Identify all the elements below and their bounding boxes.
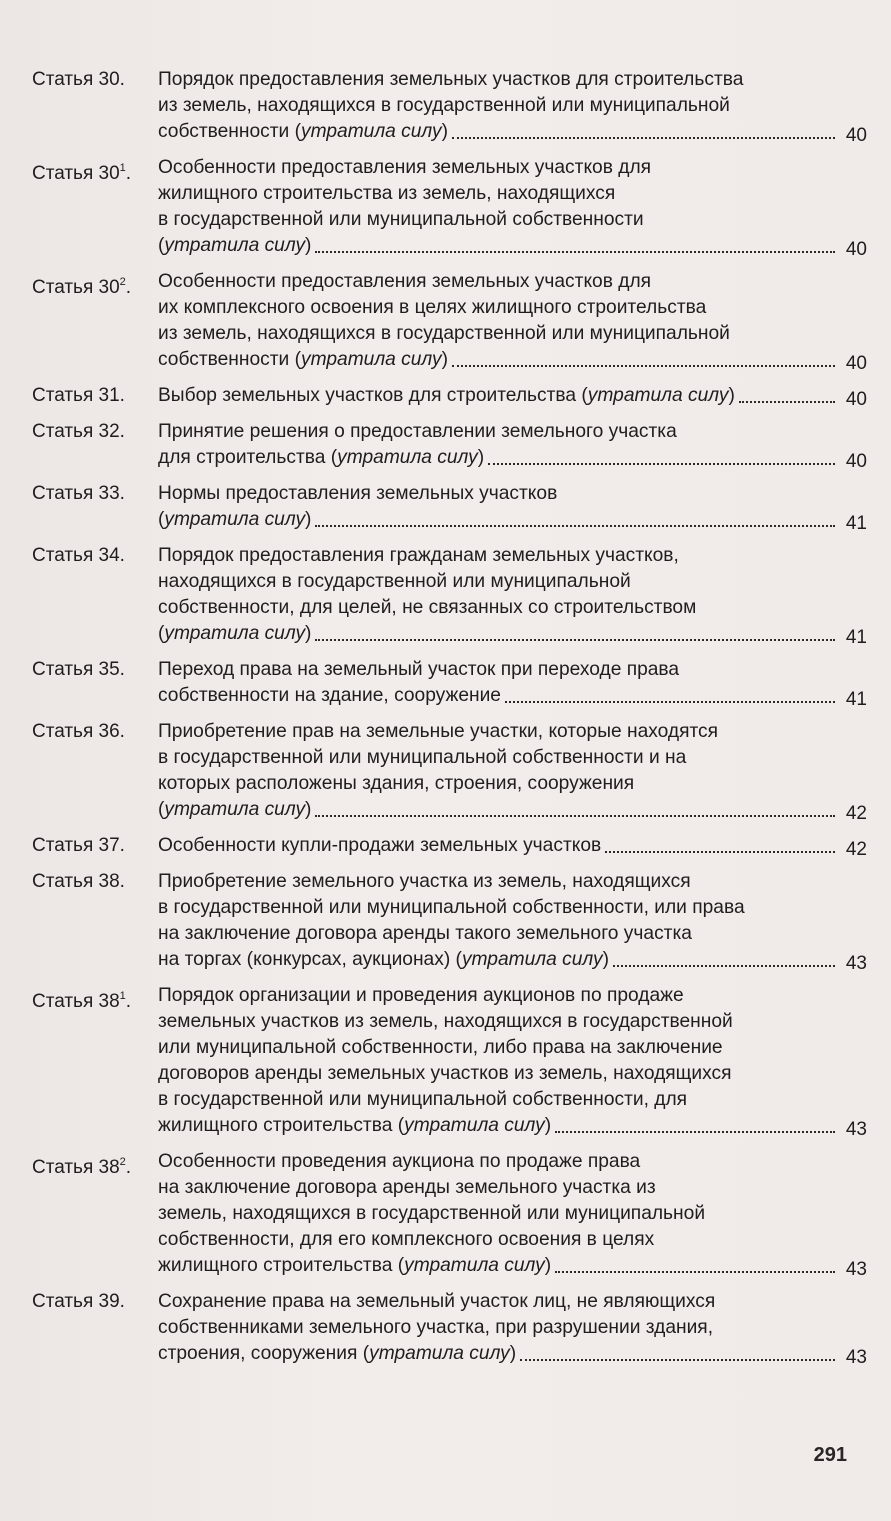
title-line: Особенности предоставления земельных участков для: [158, 271, 652, 292]
article-title: Особенности предоставления земельных участков для жилищного строительства из земель, находящихся в государственной или муниципальной собственности (утратила силу): [158, 155, 841, 259]
page-ref: 41: [845, 627, 867, 648]
title-line: на заключение договора аренды такого земельного участка: [158, 923, 692, 944]
dot-leader: [315, 250, 835, 253]
title-line: в государственной или муниципальной собственности, или права: [158, 897, 745, 918]
article-label: Статья 30.: [32, 69, 125, 90]
page-number: 291: [813, 1444, 847, 1466]
title-line: Приобретение прав на земельные участки, которые находятся: [158, 721, 719, 742]
title-line: Особенности проведения аукциона по продаже права: [158, 1151, 641, 1172]
repealed-note: утратила силу: [461, 949, 603, 970]
toc-entry: [22, 269, 867, 377]
dot-leader: [739, 400, 835, 403]
page-ref: 40: [845, 451, 867, 472]
repealed-note: утратила силу: [164, 623, 306, 644]
dot-leader: [452, 364, 835, 367]
article-title: Переход права на земельный участок при переходе права собственности на здание, сооружение: [158, 657, 841, 709]
page-ref: 40: [845, 353, 867, 374]
repealed-note: утратила силу: [300, 349, 442, 370]
page-ref: 40: [845, 239, 867, 260]
dot-leader: [505, 700, 835, 703]
article-title: Сохранение права на земельный участок лиц, не являющихся собственниками земельного участка, при разрушении здания, строения, сооружения (утратила силу): [158, 1289, 841, 1367]
title-line: Порядок организации и проведения аукционов по продаже: [158, 985, 684, 1006]
title-line: которых расположены здания, строения, сооружения: [158, 773, 635, 794]
title-line: их комплексного освоения в целях жилищного строительства: [158, 297, 707, 318]
toc-entry: [22, 481, 867, 537]
title-line: на заключение договора аренды земельного участка из: [158, 1177, 656, 1198]
dot-leader: [605, 850, 835, 853]
page-ref: 42: [845, 839, 867, 860]
toc-entry: [22, 1149, 867, 1283]
article-label: Статья $38^1$.: [32, 990, 132, 1012]
title-line: собственности, для целей, не связанных со строительством: [158, 597, 697, 618]
title-line: из земель, находящихся в государственной или муниципальной: [158, 323, 730, 344]
article-title: Приобретение земельного участка из земель, находящихся в государственной или муниципальной собственности, или права на заключение договора аренды такого земельного участка на торгах (конкурсах, аукционах) (утратила силу): [158, 869, 841, 973]
toc-entry: [22, 869, 867, 977]
title-line: Порядок предоставления земельных участков для строительства: [158, 69, 744, 90]
article-title: Порядок предоставления гражданам земельных участков, находящихся в государственной или муниципальной собственности, для целей, не связанных со строительством (утратила силу): [158, 543, 841, 647]
article-label: Статья $30^2$.: [32, 276, 132, 298]
toc-entry: [22, 833, 867, 863]
page-ref: 41: [845, 689, 867, 710]
toc-entry: [22, 155, 867, 263]
dot-leader: [488, 462, 835, 465]
repealed-note: утратила силу: [369, 1343, 510, 1364]
title-line: Переход права на земельный участок при переходе права: [158, 659, 680, 680]
title-line: или муниципальной собственности, либо права на заключение: [158, 1037, 723, 1058]
repealed-note: утратила силу: [587, 385, 729, 406]
dot-leader: [315, 814, 835, 817]
title-line: Принятие решения о предоставлении земельного участка: [158, 421, 677, 442]
repealed-note: утратила силу: [300, 121, 442, 142]
article-title: Приобретение прав на земельные участки, которые находятся в государственной или муниципальной собственности и на которых расположены здания, строения, сооружения (утратила силу): [158, 719, 841, 823]
dot-leader: [315, 524, 835, 527]
page-ref: 42: [845, 803, 867, 824]
repealed-note: утратила силу: [337, 447, 478, 468]
table-of-contents: [22, 67, 867, 1377]
title-line: земельных участков из земель, находящихся в государственной: [158, 1011, 733, 1032]
title-line: Сохранение права на земельный участок лиц, не являющихся: [158, 1291, 716, 1312]
dot-leader: [315, 638, 835, 641]
title-line: жилищного строительства из земель, находящихся: [158, 183, 616, 204]
toc-entry: [22, 543, 867, 651]
article-label: Статья 33.: [32, 483, 125, 504]
dot-leader: [613, 964, 835, 967]
article-label: Статья 31.: [32, 385, 125, 406]
title-line: в государственной или муниципальной собственности, для: [158, 1089, 688, 1110]
page-ref: 40: [845, 389, 867, 410]
dot-leader: [520, 1358, 835, 1361]
article-title: Особенности проведения аукциона по продаже права на заключение договора аренды земельного участка из земель, находящихся в государственной или муниципальной собственности, для его комплексного освоения в целях жилищного строительства (утратила силу): [158, 1149, 841, 1279]
title-line: Приобретение земельного участка из земель, находящихся: [158, 871, 691, 892]
title-line: из земель, находящихся в государственной или муниципальной: [158, 95, 730, 116]
page-ref: 40: [845, 125, 867, 146]
dot-leader: [555, 1130, 835, 1133]
article-label: Статья 36.: [32, 721, 125, 742]
repealed-note: утратила силу: [404, 1255, 545, 1276]
dot-leader: [555, 1270, 835, 1273]
toc-entry: [22, 67, 867, 149]
title-line: Порядок предоставления гражданам земельных участков,: [158, 545, 679, 566]
article-title: Выбор земельных участков для строительства (утратила силу): [158, 383, 841, 409]
toc-entry: [22, 419, 867, 475]
article-label: Статья 34.: [32, 545, 125, 566]
article-label: Статья 39.: [32, 1291, 125, 1312]
article-label: Статья 37.: [32, 835, 125, 856]
toc-entry: [22, 1289, 867, 1371]
title-line: находящихся в государственной или муниципальной: [158, 571, 631, 592]
title-line: в государственной или муниципальной собственности и на: [158, 747, 687, 768]
article-title: Порядок организации и проведения аукционов по продаже земельных участков из земель, находящихся в государственной или муниципальной собственности, либо права на заключение договоров аренды земельных участков из земель, находящихся в государственной или муниципальной собственности, для жилищного строительства (утратила силу): [158, 983, 841, 1139]
page-ref: 41: [845, 513, 867, 534]
repealed-note: утратила силу: [164, 799, 306, 820]
page-ref: 43: [845, 953, 867, 974]
repealed-note: утратила силу: [164, 235, 306, 256]
toc-entry: [22, 657, 867, 713]
article-label: Статья 32.: [32, 421, 125, 442]
title-line: договоров аренды земельных участков из земель, находящихся: [158, 1063, 732, 1084]
article-title: Особенности купли-продажи земельных участков: [158, 833, 841, 859]
title-line: Особенности предоставления земельных участков для: [158, 157, 652, 178]
article-title: Особенности предоставления земельных участков для их комплексного освоения в целях жилищного строительства из земель, находящихся в государственной или муниципальной собственности (утратила силу): [158, 269, 841, 373]
toc-entry: [22, 383, 867, 413]
page-ref: 43: [845, 1119, 867, 1140]
article-title: Порядок предоставления земельных участков для строительства из земель, находящихся в государственной или муниципальной собственности (утратила силу): [158, 67, 841, 145]
article-label: Статья 35.: [32, 659, 125, 680]
article-label: Статья $38^2$.: [32, 1156, 132, 1178]
article-label: Статья $30^1$.: [32, 162, 132, 184]
toc-entry: [22, 719, 867, 827]
article-title: Принятие решения о предоставлении земельного участка для строительства (утратила силу): [158, 419, 841, 471]
page-ref: 43: [845, 1347, 867, 1368]
repealed-note: утратила силу: [164, 509, 306, 530]
title-line: Нормы предоставления земельных участков: [158, 483, 558, 504]
page-ref: 43: [845, 1259, 867, 1280]
title-line: собственности, для его комплексного освоения в целях: [158, 1229, 655, 1250]
title-line: собственниками земельного участка, при разрушении здания,: [158, 1317, 714, 1338]
article-title: Нормы предоставления земельных участков (утратила силу): [158, 481, 841, 533]
repealed-note: утратила силу: [404, 1115, 545, 1136]
title-line: земель, находящихся в государственной или муниципальной: [158, 1203, 706, 1224]
toc-entry: [22, 983, 867, 1143]
title-line: в государственной или муниципальной собственности: [158, 209, 644, 230]
article-label: Статья 38.: [32, 871, 125, 892]
dot-leader: [452, 136, 835, 139]
